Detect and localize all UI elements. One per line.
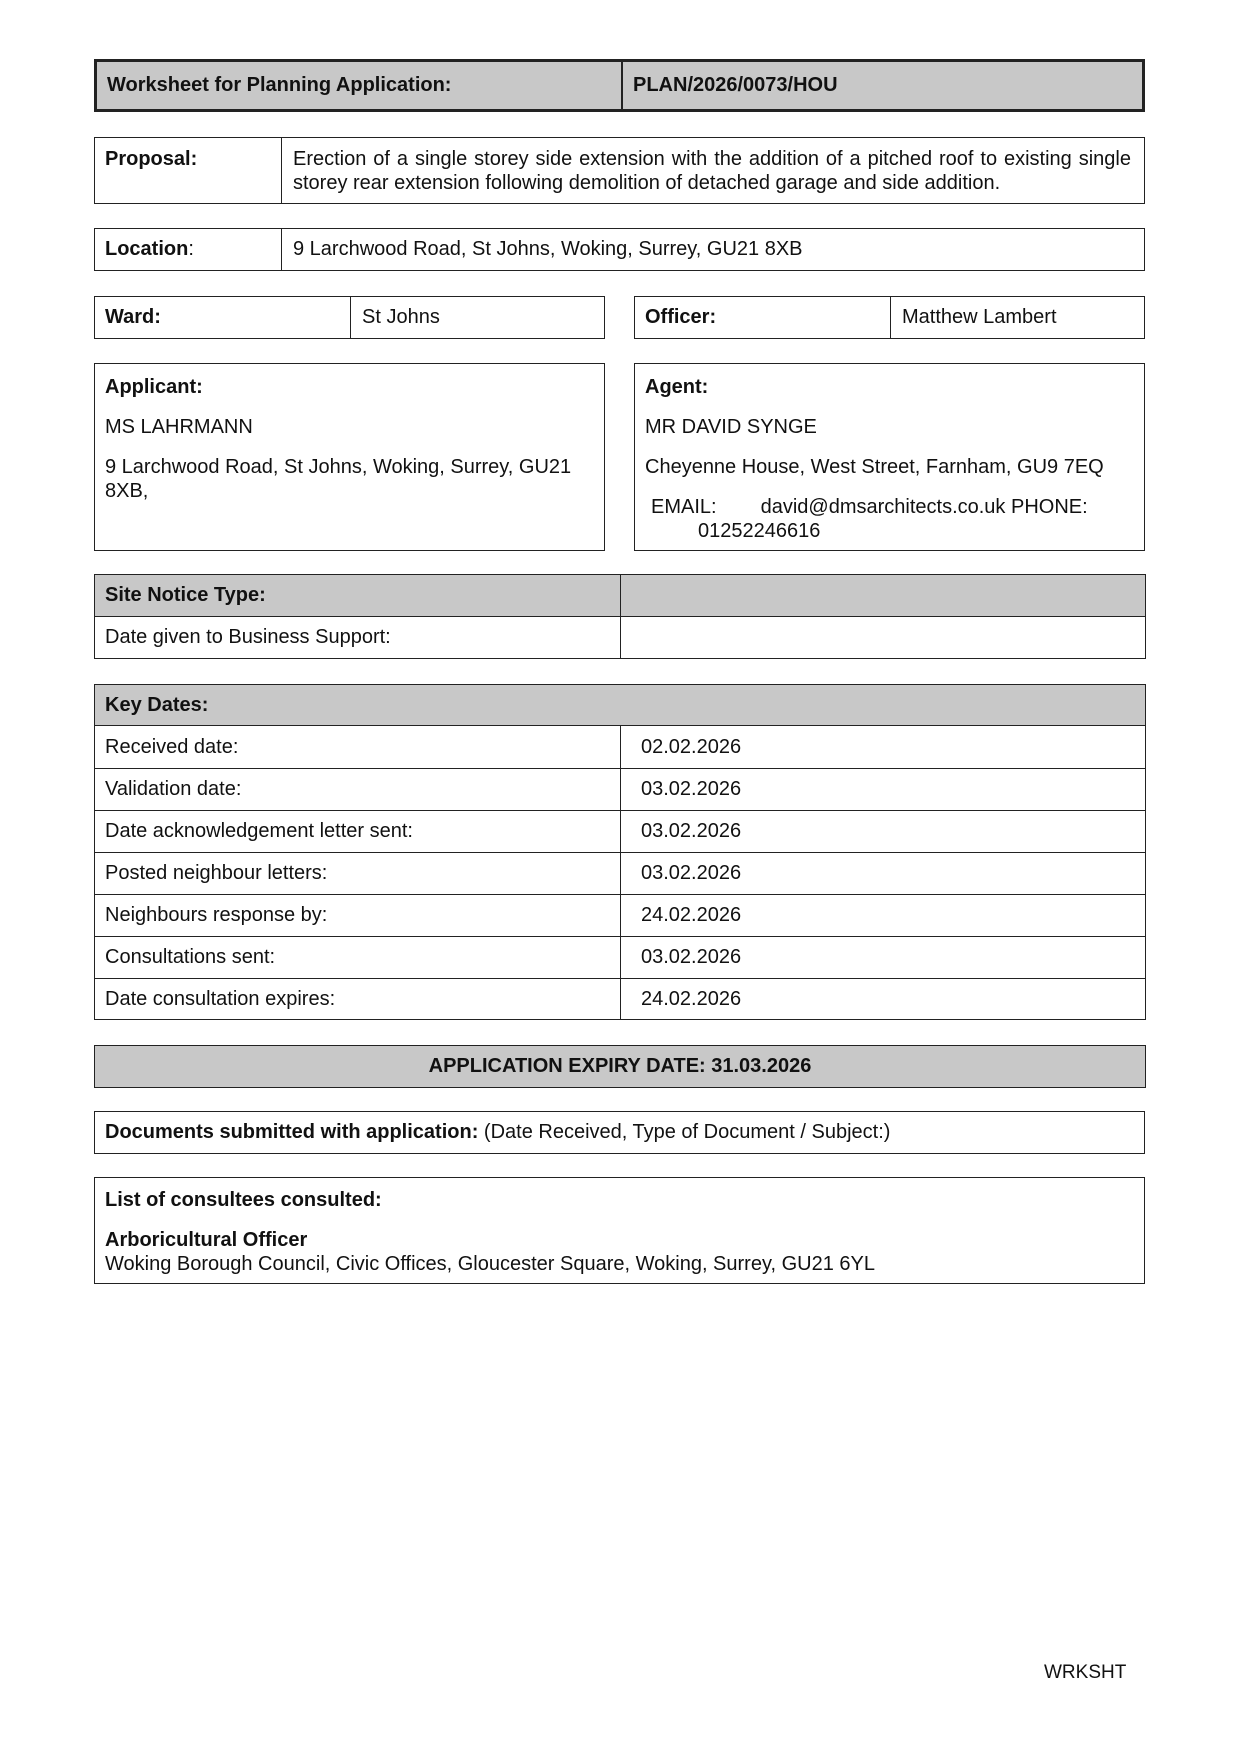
ward-label: Ward: <box>105 305 161 328</box>
site-notice-type-value <box>622 575 642 616</box>
location-label: Location : <box>105 237 194 260</box>
site-notice-type-label: Site Notice Type: <box>105 584 266 606</box>
ward-value: St Johns <box>362 305 440 328</box>
key-date-label: Validation date: <box>105 777 242 800</box>
key-date-value: 03.02.2026 <box>641 861 742 884</box>
key-dates-heading: Key Dates: <box>105 693 209 716</box>
key-date-value: 24.02.2026 <box>641 903 742 926</box>
key-dates-table <box>94 684 1146 1020</box>
key-date-label: Posted neighbour letters: <box>105 861 328 884</box>
application-expiry-date: APPLICATION EXPIRY DATE: 31.03.2026 <box>428 1055 812 1077</box>
ward-box <box>94 296 605 339</box>
key-date-value: 03.02.2026 <box>641 945 742 968</box>
agent-name: MR DAVID SYNGE <box>645 416 817 438</box>
key-date-value: 24.02.2026 <box>641 987 742 1010</box>
key-date-row <box>95 768 1145 810</box>
officer-value: Matthew Lambert <box>902 305 1057 328</box>
key-date-value: 02.02.2026 <box>641 735 742 758</box>
applicant-address: 9 Larchwood Road, St Johns, Woking, Surrey, GU21 8XB, <box>105 456 572 502</box>
consultee-name: Arboricultural Officer <box>105 1229 308 1251</box>
key-date-row <box>95 852 1145 894</box>
location-box <box>94 228 1145 271</box>
proposal-text: Erection of a single storey side extension with the addition of a pitched roof to existing single storey rear extension following demolition of detached garage and side addition. <box>293 148 1131 194</box>
agent-box <box>634 363 1145 551</box>
key-date-label: Date acknowledgement letter sent: <box>105 819 413 842</box>
application-reference: PLAN/2026/0073/HOU <box>633 74 838 96</box>
applicant-name: MS LAHRMANN <box>105 416 253 438</box>
worksheet-title: Worksheet for Planning Application: <box>107 74 452 96</box>
agent-email: david@dmsarchitects.co.uk <box>760 496 1006 518</box>
key-date-label: Consultations sent: <box>105 945 276 968</box>
agent-address: Cheyenne House, West Street, Farnham, GU9 7EQ <box>645 456 1104 478</box>
proposal-label: Proposal: <box>105 148 198 170</box>
agent-phone: 01252246616 <box>698 520 821 542</box>
agent-phone-label: PHONE: <box>1010 496 1088 518</box>
key-date-row <box>95 894 1145 936</box>
officer-box <box>634 296 1145 339</box>
key-date-row <box>95 810 1145 852</box>
key-date-row <box>95 978 1145 1020</box>
applicant-label: Applicant: <box>105 376 203 398</box>
consultee-address: Woking Borough Council, Civic Offices, Gloucester Square, Woking, Surrey, GU21 6YL <box>105 1253 875 1275</box>
officer-label: Officer: <box>645 305 717 328</box>
key-date-row <box>95 936 1145 978</box>
agent-contact <box>645 495 1137 543</box>
key-date-row <box>95 726 1145 768</box>
documents-label: Documents submitted with application: <box>105 1120 479 1143</box>
application-expiry-banner <box>94 1045 1146 1088</box>
footer-code: WRKSHT <box>1044 1662 1127 1683</box>
applicant-box <box>94 363 605 551</box>
documents-box <box>94 1111 1145 1154</box>
location-address: 9 Larchwood Road, St Johns, Woking, Surrey, GU21 8XB <box>293 237 803 260</box>
documents-note: (Date Received, Type of Document / Subject:) <box>483 1120 891 1143</box>
key-date-label: Received date: <box>105 735 239 758</box>
business-support-label: Date given to Business Support: <box>105 625 391 648</box>
key-date-value: 03.02.2026 <box>641 819 742 842</box>
business-support-value <box>622 617 642 657</box>
agent-label: Agent: <box>645 376 709 398</box>
key-date-label: Neighbours response by: <box>105 903 328 926</box>
worksheet-header <box>94 59 1145 112</box>
site-notice-table <box>94 574 1146 659</box>
key-date-label: Date consultation expires: <box>105 987 336 1010</box>
consultees-box <box>94 1177 1145 1284</box>
key-date-value: 03.02.2026 <box>641 777 742 800</box>
consultees-label: List of consultees consulted: <box>105 1189 382 1211</box>
agent-email-label: EMAIL: <box>651 496 717 518</box>
proposal-box <box>94 137 1145 204</box>
